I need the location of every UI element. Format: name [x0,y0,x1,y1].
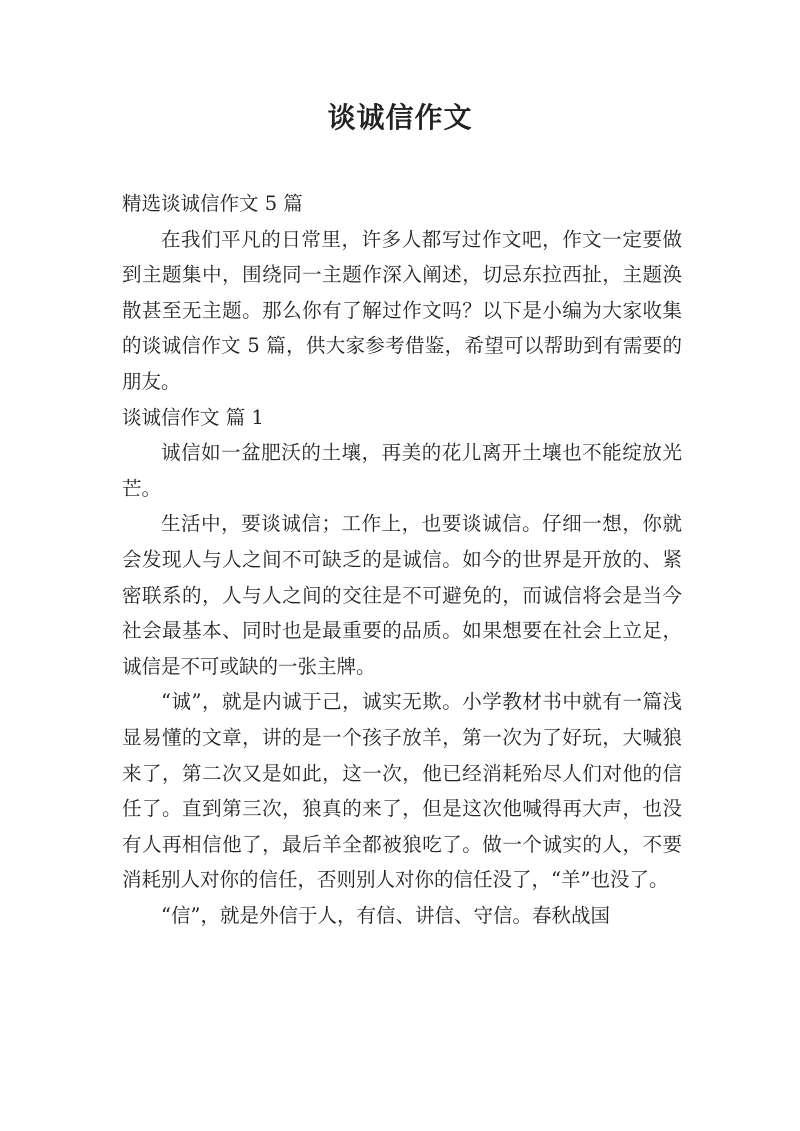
body-paragraph: 诚信如一盆肥沃的土壤，再美的花儿离开土壤也不能绽放光芒。 [122,441,682,500]
intro-paragraph: 在我们平凡的日常里，许多人都写过作文吧，作文一定要做到主题集中，围绕同一主题作深入阐述，切忌东拉西扯，主题涣散甚至无主题。那么你有了解过作文吗？以下是小编为大家收集的谈诚信作文 5 篇，供大家参考借鉴，希望可以帮助到有需要的朋友。 [122,227,682,393]
document-title: 谈诚信作文 [327,101,473,134]
document-body [122,186,682,933]
essay-heading: 谈诚信作文 篇 1 [122,405,264,429]
collection-heading: 精选谈诚信作文 5 篇 [122,192,303,215]
body-paragraph: 生活中，要谈诚信；工作上，也要谈诚信。仔细一想，你就会发现人与人之间不可缺乏的是诚信。如今的世界是开放的、紧密联系的，人与人之间的交往是不可避免的，而诚信将会是当今社会最基本、同时也是最重要的品质。如果想要在社会上立足，诚信是不可或缺的一张主牌。 [122,512,682,678]
body-paragraph: “信”，就是外信于人，有信、讲信、守信。春秋战国 [161,903,610,927]
body-paragraph: “诚”，就是内诚于己，诚实无欺。小学教材书中就有一篇浅显易懂的文章，讲的是一个孩子放羊，第一次为了好玩，大喊狼来了，第二次又是如此，这一次，他已经消耗殆尽人们对他的信任了。直到第三次，狼真的来了，但是这次他喊得再大声，也没有人再相信他了，最后羊全都被狼吃了。做一个诚实的人，不要消耗别人对你的信任，否则别人对你的信任没了，“羊”也没了。 [122,690,682,892]
